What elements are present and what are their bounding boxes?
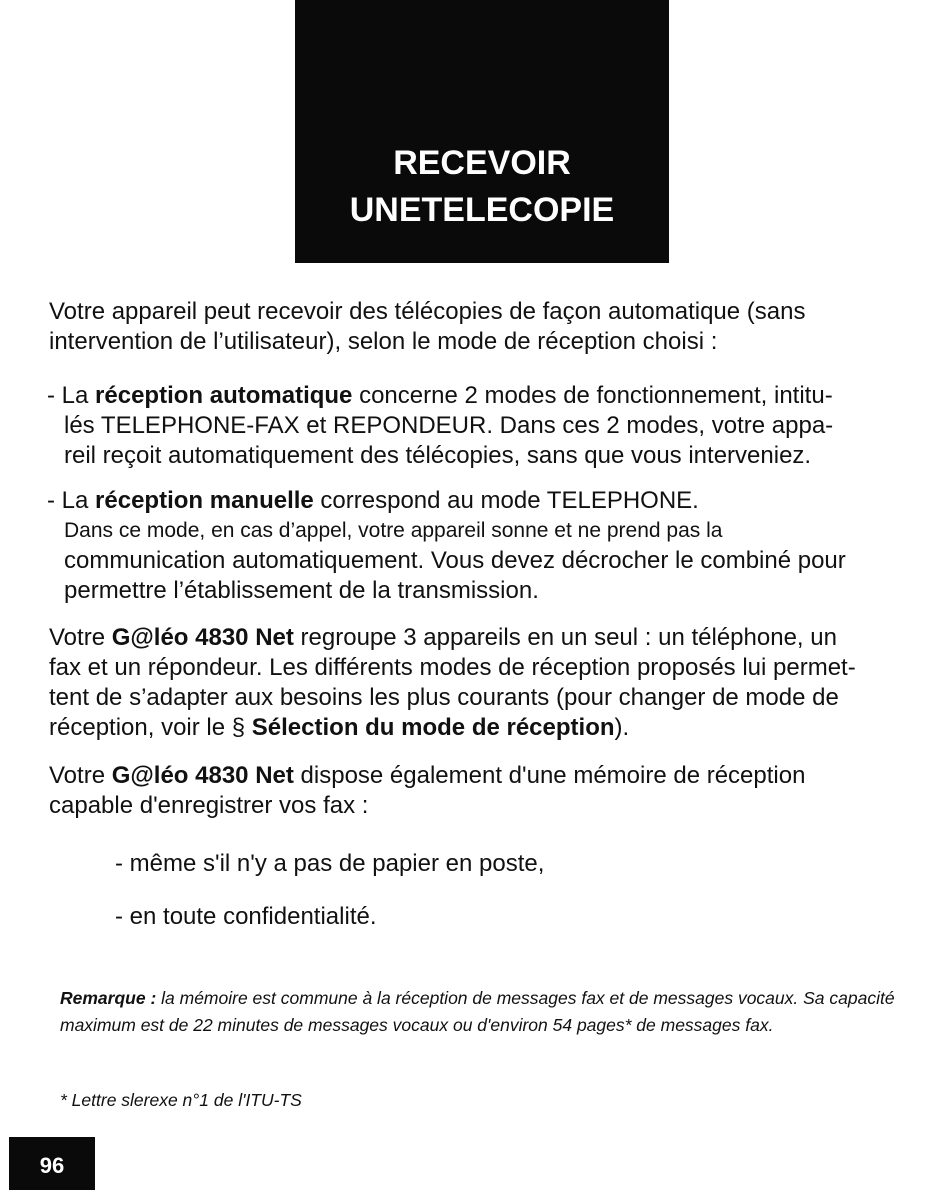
remark-note bbox=[60, 985, 910, 1039]
memory-prefix: Votre bbox=[49, 762, 112, 789]
manual-reception-line4: permettre l’établissement de la transmission. bbox=[64, 577, 539, 604]
page-number-box bbox=[9, 1137, 95, 1190]
auto-reception-line3: reil reçoit automatiquement des télécopies, sans que vous interveniez. bbox=[64, 442, 812, 469]
device-line2: fax et un répondeur. Les différents modes de réception proposés lui permet- bbox=[49, 654, 856, 681]
auto-reception-item bbox=[47, 381, 927, 471]
manual-reception-line2: Dans ce mode, en cas d’appel, votre appareil sonne et ne prend pas la bbox=[64, 519, 723, 542]
memory-list-item: - même s'il n'y a pas de papier en poste, bbox=[115, 850, 545, 877]
device-line3: tent de s’adapter aux besoins les plus courants (pour changer de mode de bbox=[49, 684, 839, 711]
bullet-prefix: - La bbox=[47, 382, 96, 409]
product-name: G@léo 4830 Net bbox=[111, 762, 294, 789]
page-number: 96 bbox=[39, 1153, 65, 1178]
manual-reception-term: réception manuelle bbox=[95, 487, 314, 514]
product-name: G@léo 4830 Net bbox=[111, 624, 294, 651]
page-title-line-2: UNETELECOPIE bbox=[349, 191, 615, 229]
auto-reception-line2: lés TELEPHONE-FAX et REPONDEUR. Dans ces 2 modes, votre appa- bbox=[64, 412, 834, 439]
title-banner bbox=[295, 0, 669, 263]
footnote: * Lettre slerexe n°1 de l'ITU-TS bbox=[60, 1090, 302, 1110]
memory-line1: dispose également d'une mémoire de réception bbox=[293, 762, 806, 789]
remark-text: la mémoire est commune à la réception de messages fax et de messages vocaux. Sa capacité maximum est de 22 minutes de messages vocaux ou d'environ 54 pages* de messages fax. bbox=[60, 988, 895, 1035]
auto-reception-term: réception automatique bbox=[95, 382, 353, 409]
auto-reception-line1: concerne 2 modes de fonctionnement, intitu- bbox=[352, 382, 833, 409]
memory-line2: capable d'enregistrer vos fax : bbox=[49, 792, 369, 819]
page-title-line-1: RECEVOIR bbox=[393, 144, 571, 182]
device-line4-suffix: ). bbox=[614, 714, 630, 741]
remark-label: Remarque : bbox=[60, 988, 157, 1008]
bullet-prefix: - La bbox=[47, 487, 96, 514]
device-line1: regroupe 3 appareils en un seul : un téléphone, un bbox=[293, 624, 837, 651]
memory-list-item: - en toute confidentialité. bbox=[115, 903, 377, 930]
intro-paragraph: Votre appareil peut recevoir des télécopies de façon automatique (sans intervention de l’utilisateur), selon le mode de réception choisi : bbox=[49, 298, 806, 355]
memory-paragraph bbox=[49, 761, 909, 821]
device-prefix: Votre bbox=[49, 624, 112, 651]
manual-reception-line3: communication automatiquement. Vous devez décrocher le combiné pour bbox=[64, 547, 846, 574]
device-line4-prefix: réception, voir le § bbox=[49, 714, 252, 741]
manual-reception-item bbox=[47, 486, 927, 606]
manual-reception-line1: correspond au mode TELEPHONE. bbox=[313, 487, 699, 514]
device-paragraph bbox=[49, 623, 929, 743]
section-reference: Sélection du mode de réception bbox=[251, 714, 615, 741]
